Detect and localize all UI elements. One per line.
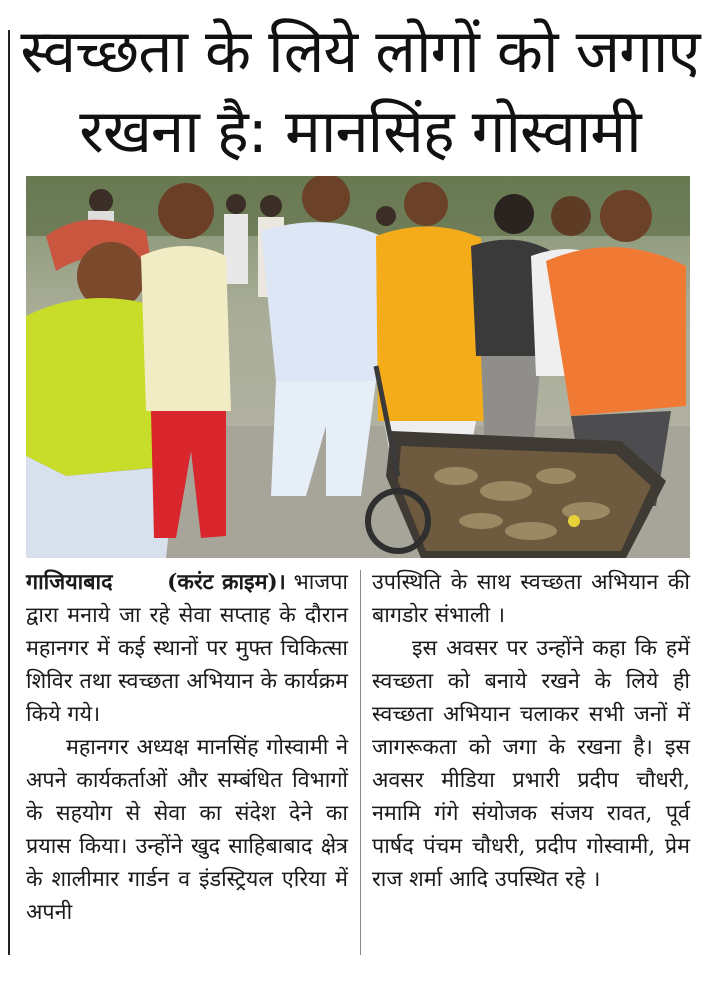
article-paragraph-1: भाजपा द्वारा मनाये जा रहे सेवा सप्ताह के दौरान महानगर में कई स्थानों पर मुफ्त चिकित्सा शिविर तथा स्वच्छता अभियान के कार्यक्रम किये गये। (26, 570, 348, 727)
article-paragraph-4: इस अवसर पर उन्होंने कहा कि हमें स्वच्छता को बनाये रखने के लिये ही स्वच्छता अभियान चलाकर सभी जनों में जागरूकता को जगा के रखना है। इस अवसर मीडिया प्रभारी प्रदीप चौधरी, नमामि गंगे संयोजक संजय रावत, पूर्व पार्षद पंचम चौधरी, प्रदीप गोस्वामी, प्रेम राज शर्मा आदि उपस्थित रहे । (372, 636, 690, 892)
headline (20, 12, 700, 172)
column-divider (360, 570, 361, 955)
headline-line-1: स्वच्छता के लिये लोगों को जगाए (20, 17, 700, 87)
photo-illustration (26, 176, 690, 558)
dateline-source: (करंट क्राइम)। (167, 570, 286, 595)
dateline-place: गाजियाबाद (26, 570, 113, 595)
headline-line-2: रखना है: मानसिंह गोस्वामी (79, 97, 641, 167)
article-paragraph-2: महानगर अध्यक्ष मानसिंह गोस्वामी ने अपने कार्यकर्ताओं और सम्बंधित विभागों के सहयोग से सेवा का संदेश देने का प्रयास किया। उन्होंने खुद साहिबाबाद क्षेत्र के शालीमार गार्डन व इंडस्ट्रियल एरिया में अपनी (26, 735, 348, 925)
dateline (26, 566, 348, 731)
news-photo (26, 176, 690, 558)
article-column-right (372, 566, 690, 896)
article-paragraph-3: उपस्थिति के साथ स्वच्छता अभियान की बागडोर संभाली । (372, 570, 690, 628)
page-edge-rule (8, 30, 10, 955)
article-column-left (26, 566, 348, 929)
